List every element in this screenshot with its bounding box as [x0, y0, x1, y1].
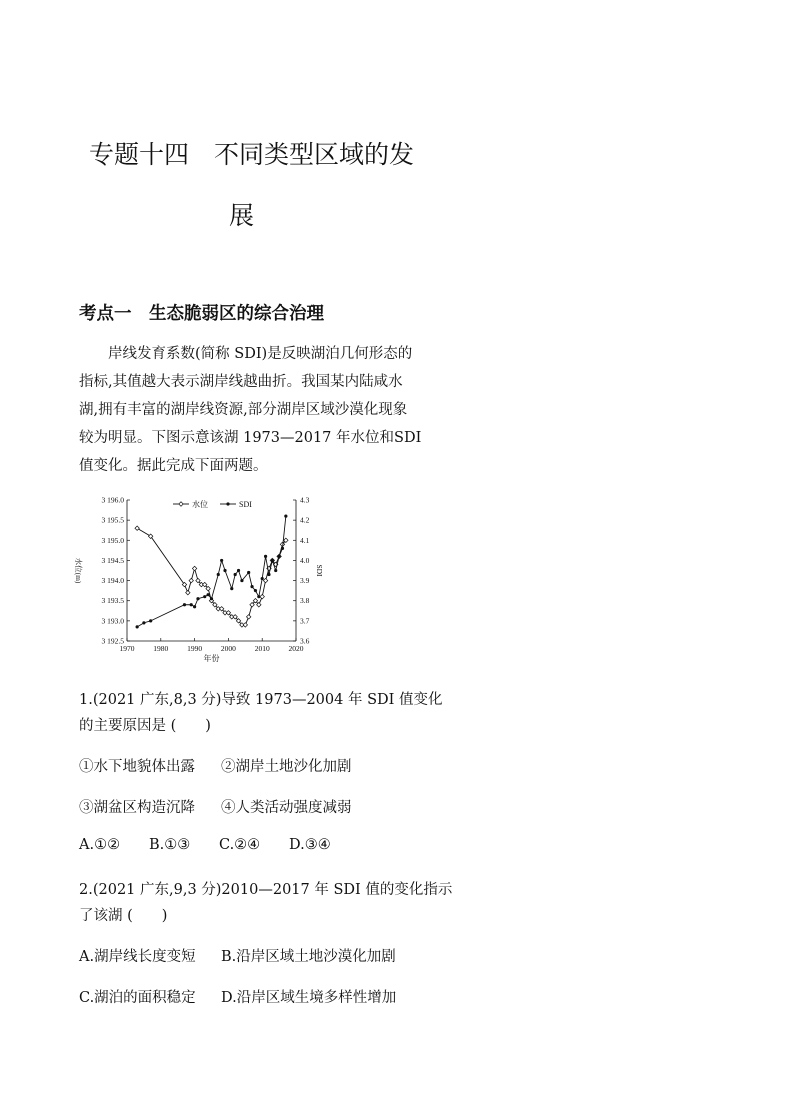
- sdi-point: [207, 593, 210, 596]
- question-2-option-b: B.沿岸区域土地沙漠化加剧: [221, 949, 396, 965]
- sdi-point: [264, 555, 267, 558]
- sdi-point: [142, 621, 145, 624]
- question-1-option-a: A.①②: [79, 837, 121, 853]
- y-left-tick-label: 3 195.5: [101, 515, 124, 525]
- question-1-statement-2: ②湖岸土地沙化加剧: [221, 759, 352, 775]
- y-right-tick-label: 4.0: [300, 555, 310, 565]
- question-2-stem-cont: 了该湖 ( ): [79, 908, 168, 924]
- legend-label-water-level: 水位: [192, 500, 208, 509]
- y-left-tick-label: 3 193.0: [101, 616, 124, 626]
- sdi-point: [136, 625, 139, 628]
- legend-label-sdi: SDI: [239, 500, 252, 509]
- intro-line: 湖,拥有丰富的湖岸线资源,部分湖岸区域沙漠化现象: [79, 402, 408, 418]
- series-line-sdi: [137, 516, 286, 627]
- sdi-point: [261, 577, 264, 580]
- y-left-tick-label: 3 193.5: [101, 596, 124, 606]
- sdi-point: [257, 595, 260, 598]
- question-1-option-b: B.①③: [149, 837, 191, 853]
- sdi-point: [271, 559, 274, 562]
- question-1-option-d: D.③④: [289, 837, 331, 853]
- intro-line: 岸线发育系数(简称 SDI)是反映湖泊几何形态的: [108, 346, 413, 362]
- page-title: 专题十四 不同类型区域的发: [89, 140, 415, 169]
- question-1-statement-1: ①水下地貌体出露: [79, 759, 195, 775]
- sdi-point: [149, 619, 152, 622]
- sdi-point: [210, 597, 213, 600]
- question-1-statement-4: ④人类活动强度减弱: [221, 800, 352, 816]
- x-tick-label: 1970: [119, 644, 135, 653]
- page-title-continued: 展: [229, 201, 255, 230]
- sdi-point: [234, 573, 237, 576]
- intro-line: 较为明显。下图示意该湖 1973—2017 年水位和SDI: [79, 430, 422, 446]
- sdi-point: [230, 587, 233, 590]
- question-2-option-d: D.沿岸区域生境多样性增加: [221, 990, 397, 1006]
- sdi-point: [284, 515, 287, 518]
- sdi-point: [223, 569, 226, 572]
- sdi-point: [281, 547, 284, 550]
- y-right-tick-label: 3.6: [300, 636, 310, 646]
- water-level-point: [260, 594, 264, 598]
- y-left-tick-label: 3 195.0: [101, 535, 124, 545]
- intro-paragraph: [79, 340, 421, 480]
- series-line-water-level: [137, 528, 286, 625]
- sdi-point: [278, 555, 281, 558]
- y-left-tick-label: 3 194.5: [101, 555, 124, 565]
- water-level-sdi-chart: [70, 490, 350, 670]
- legend-marker-sdi: [226, 502, 229, 505]
- sdi-point: [274, 569, 277, 572]
- sdi-point: [237, 569, 240, 572]
- water-level-point: [135, 526, 139, 530]
- sdi-point: [220, 559, 223, 562]
- sdi-point: [203, 595, 206, 598]
- intro-line: 指标,其值越大表示湖岸线越曲折。我国某内陆咸水: [79, 374, 403, 390]
- y-left-tick-label: 3 196.0: [101, 495, 124, 505]
- x-axis-label: 年份: [203, 654, 220, 663]
- y-left-tick-label: 3 192.5: [101, 636, 124, 646]
- sdi-point: [196, 597, 199, 600]
- y-right-tick-label: 3.7: [300, 616, 310, 626]
- y-right-tick-label: 3.8: [300, 596, 310, 606]
- x-tick-label: 2010: [254, 644, 270, 653]
- y-right-tick-label: 4.3: [300, 495, 310, 505]
- question-1-statement-3: ③湖盆区构造沉降: [79, 800, 195, 816]
- water-level-point: [263, 578, 267, 582]
- y-axis-right-label: SDI: [315, 564, 324, 577]
- x-tick-label: 2000: [220, 644, 236, 653]
- intro-line: 值变化。据此完成下面两题。: [79, 458, 268, 474]
- legend-marker-water-level: [179, 502, 183, 506]
- question-1-stem-cont: 的主要原因是 ( ): [79, 718, 211, 734]
- water-level-point: [192, 566, 196, 570]
- sdi-point: [250, 585, 253, 588]
- y-left-tick-label: 3 194.0: [101, 576, 124, 586]
- water-level-point: [243, 623, 247, 627]
- question-1-stem: 1.(2021 广东,8,3 分)导致 1973—2004 年 SDI 值变化: [79, 692, 443, 708]
- water-level-point: [189, 578, 193, 582]
- sdi-point: [267, 573, 270, 576]
- question-1-option-c: C.②④: [219, 837, 261, 853]
- sdi-point: [240, 579, 243, 582]
- y-right-tick-label: 4.2: [300, 515, 310, 525]
- sdi-point: [254, 589, 257, 592]
- section-heading: 考点一 生态脆弱区的综合治理: [79, 304, 324, 324]
- y-axis-left-label: 水位(m): [74, 557, 83, 584]
- question-2-option-a: A.湖岸线长度变短: [79, 949, 196, 965]
- question-2-option-c: C.湖泊的面积稳定: [79, 990, 196, 1006]
- sdi-point: [183, 603, 186, 606]
- y-right-tick-label: 3.9: [300, 576, 310, 586]
- x-tick-label: 1980: [153, 644, 169, 653]
- x-tick-label: 2020: [288, 644, 304, 653]
- sdi-point: [193, 605, 196, 608]
- sdi-point: [217, 573, 220, 576]
- sdi-point: [190, 603, 193, 606]
- water-level-point: [246, 615, 250, 619]
- x-tick-label: 1990: [187, 644, 203, 653]
- y-right-tick-label: 4.1: [300, 535, 310, 545]
- question-2-stem: 2.(2021 广东,9,3 分)2010—2017 年 SDI 值的变化指示: [79, 882, 453, 898]
- sdi-point: [247, 571, 250, 574]
- water-level-point: [186, 590, 190, 594]
